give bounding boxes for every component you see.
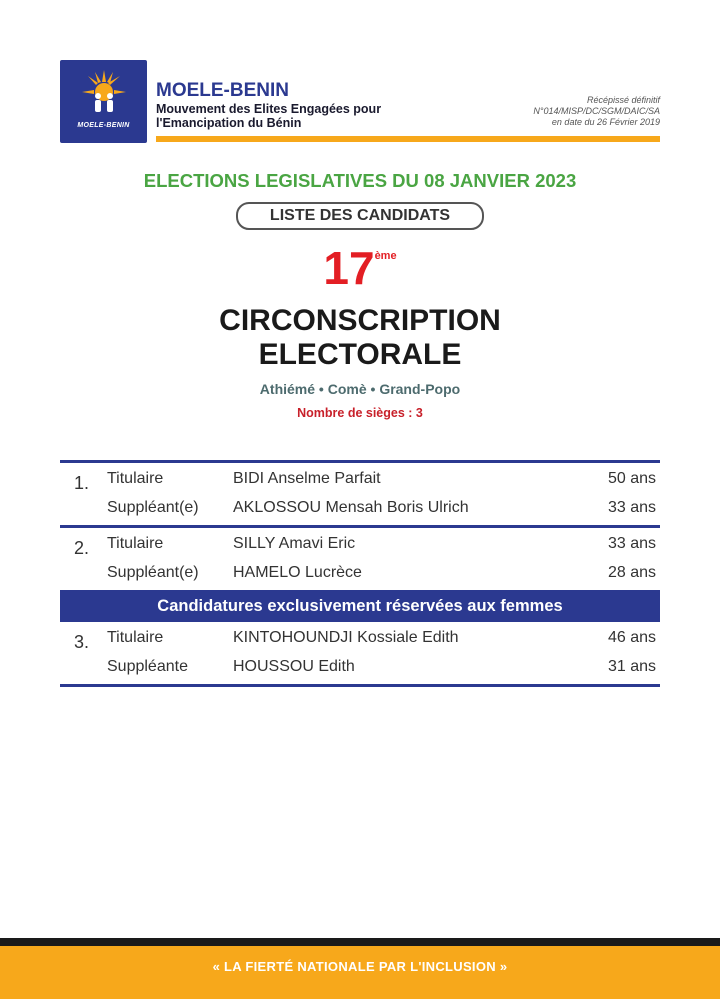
- bullet-separator: •: [318, 381, 328, 397]
- footer-dark-strip: [0, 938, 720, 946]
- recepisse-line3: en date du 26 Février 2019: [551, 117, 660, 127]
- commune-3: Grand-Popo: [379, 381, 461, 397]
- candidate-name: AKLOSSOU Mensah Boris Ulrich: [233, 499, 469, 516]
- candidate-group: [60, 525, 660, 590]
- sun-people-icon: [82, 70, 126, 114]
- candidates-table: [60, 460, 660, 687]
- table-row: [60, 465, 660, 494]
- candidate-name: BIDI Anselme Parfait: [233, 470, 381, 487]
- candidate-name: HAMELO Lucrèce: [233, 564, 362, 581]
- commune-1: Athiémé: [259, 381, 316, 397]
- party-logo: [60, 60, 147, 143]
- rank-number: 17: [323, 242, 375, 294]
- recepisse-line1: Récépissé définitif: [586, 95, 660, 105]
- candidate-name: KINTOHOUNDJI Kossiale Edith: [233, 629, 459, 646]
- logo-text: MOELE-BENIN: [77, 122, 130, 129]
- elections-title: ELECTIONS LEGISLATIVES DU 08 JANVIER 2023: [143, 170, 577, 191]
- candidate-role: Titulaire: [107, 470, 164, 487]
- candidate-number: 2.: [74, 538, 90, 558]
- candidate-age: 33 ans: [607, 535, 656, 552]
- org-full-line1: Mouvement des Elites Engagées pour: [156, 102, 382, 116]
- candidate-role: Suppléante: [107, 658, 188, 675]
- table-row: [60, 624, 660, 653]
- candidate-number: 3.: [74, 632, 90, 652]
- recepisse-line2: N°014/MISP/DC/SGM/DAIC/SA: [533, 106, 660, 116]
- candidate-role: Suppléant(e): [107, 564, 199, 581]
- liste-candidats-label: LISTE DES CANDIDATS: [236, 202, 484, 230]
- candidate-age: 31 ans: [607, 658, 656, 675]
- women-only-banner: Candidatures exclusivement réservées aux femmes: [60, 590, 660, 622]
- circonscription-title: [0, 304, 720, 372]
- candidate-number: 1.: [74, 473, 90, 493]
- org-full-name: [156, 102, 381, 130]
- candidate-name: SILLY Amavi Eric: [233, 535, 356, 552]
- table-row: [60, 559, 660, 588]
- nombre-sieges: Nombre de sièges : 3: [297, 406, 423, 420]
- bullet-separator: •: [370, 381, 380, 397]
- candidate-role: Suppléant(e): [107, 499, 199, 516]
- candidate-name: HOUSSOU Edith: [233, 658, 355, 675]
- candidate-age: 33 ans: [607, 499, 656, 516]
- candidate-group: [60, 460, 660, 525]
- table-row: [60, 653, 660, 682]
- candidate-role: Titulaire: [107, 535, 164, 552]
- table-row: [60, 494, 660, 523]
- commune-2: Comè: [327, 381, 367, 397]
- circ-title-line1: CIRCONSCRIPTION: [219, 304, 501, 337]
- org-full-line2: l'Emancipation du Bénin: [156, 116, 302, 130]
- candidate-age: 50 ans: [607, 470, 656, 487]
- candidate-group: [60, 622, 660, 687]
- footer-slogan: « LA FIERTÉ NATIONALE PAR L'INCLUSION »: [0, 946, 720, 999]
- candidate-age: 46 ans: [607, 629, 656, 646]
- recepisse: [533, 95, 660, 128]
- org-name: MOELE-BENIN: [156, 80, 289, 101]
- table-row: [60, 530, 660, 559]
- communes: [0, 381, 720, 397]
- candidate-age: 28 ans: [607, 564, 656, 581]
- rank-suffix: ème: [374, 250, 397, 262]
- candidate-role: Titulaire: [107, 629, 164, 646]
- circonscription-rank: [0, 242, 720, 294]
- header-divider: [156, 136, 660, 142]
- circ-title-line2: ELECTORALE: [258, 338, 462, 371]
